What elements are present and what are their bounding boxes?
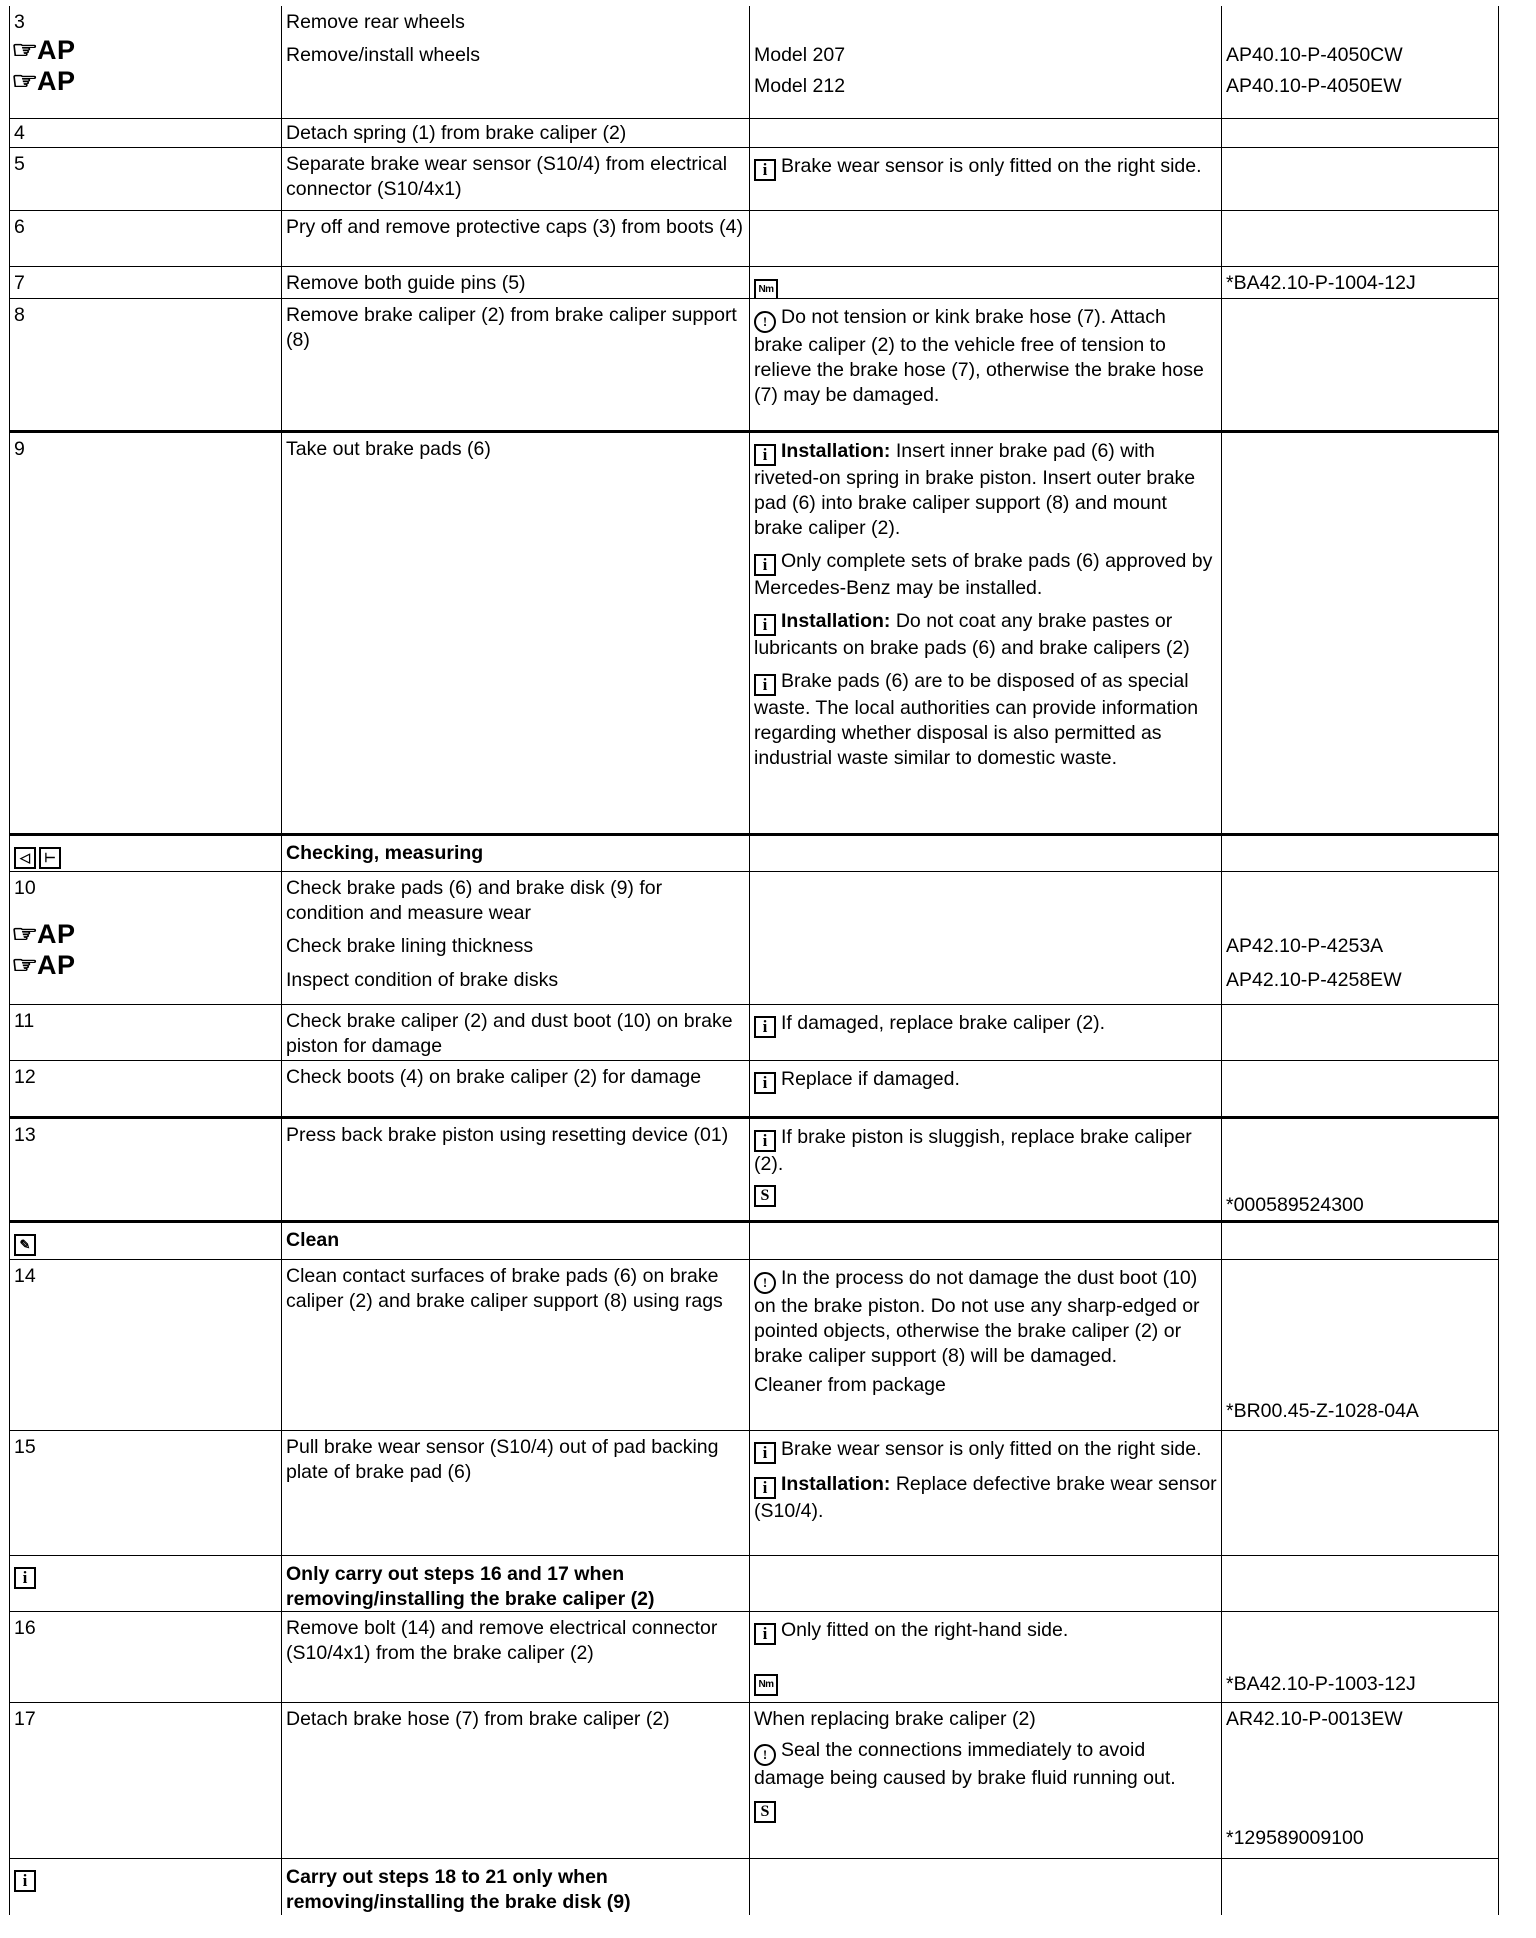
section-title: Clean: [282, 1223, 750, 1259]
note-item: [754, 1266, 1217, 1369]
reference-cell: [1222, 872, 1500, 1004]
reference-link[interactable]: AP40.10-P-4050CW: [1226, 44, 1403, 66]
step-number: 14: [10, 1260, 282, 1430]
reference-link[interactable]: *129589009100: [1226, 1827, 1364, 1849]
reference-cell: [1222, 1005, 1500, 1060]
info-icon: i: [754, 674, 776, 696]
warning-icon: !: [754, 1272, 776, 1294]
note-cell: [750, 1260, 1222, 1430]
table-row: [9, 119, 1499, 148]
measure-icon: ⊢: [39, 847, 61, 869]
note-cell: [750, 836, 1222, 871]
section-icon-cell: [10, 1859, 282, 1915]
info-icon: i: [754, 159, 776, 181]
table-row: [9, 1612, 1499, 1703]
reference-cell: [1222, 1061, 1500, 1116]
table-row: [9, 211, 1499, 267]
note-cell: [750, 1556, 1222, 1611]
ap-reference-icon: ☞ AP: [11, 919, 76, 949]
note-cell: [750, 433, 1222, 833]
note-text: Only complete sets of brake pads (6) approved by Mercedes-Benz may be installed.: [754, 550, 1213, 599]
reference-link[interactable]: AP42.10-P-4258EW: [1226, 969, 1402, 991]
info-icon: i: [754, 614, 776, 636]
step-number: 10: [14, 877, 36, 899]
note-cell: [750, 1859, 1222, 1915]
step-number: 4: [10, 119, 282, 147]
reference-cell: [1222, 1260, 1500, 1430]
procedure-table: [9, 6, 1499, 1915]
action-text: Check boots (4) on brake caliper (2) for damage: [282, 1061, 750, 1116]
table-row: [9, 433, 1499, 836]
table-row: [9, 299, 1499, 433]
section-header-row: [9, 1223, 1499, 1260]
note-item: [754, 1125, 1217, 1177]
section-title: Only carry out steps 16 and 17 when removing/installing the brake caliper (2): [282, 1556, 750, 1611]
torque-nm-icon: Nm: [754, 1674, 778, 1696]
step-number: 17: [10, 1703, 282, 1858]
action-text: Remove bolt (14) and remove electrical connector (S10/4x1) from the brake caliper (2): [282, 1612, 750, 1702]
ap-action-text: Inspect condition of brake disks: [286, 969, 559, 991]
note-text: Replace if damaged.: [781, 1068, 960, 1090]
note-item: [754, 439, 1217, 541]
reference-cell: [1222, 211, 1500, 266]
reference-cell: [1222, 433, 1500, 833]
step-number: 12: [10, 1061, 282, 1116]
action-text: Clean contact surfaces of brake pads (6) on brake caliper (2) and brake caliper support (8) using rags: [282, 1260, 750, 1430]
note-item: [754, 609, 1217, 661]
clean-icon: ✎: [14, 1234, 36, 1256]
table-row: [9, 267, 1499, 299]
section-icon-cell: [10, 1223, 282, 1259]
table-row: [9, 1119, 1499, 1223]
reference-cell: [1222, 1556, 1500, 1611]
note-cell: [750, 1223, 1222, 1259]
reference-link[interactable]: AP42.10-P-4253A: [1226, 935, 1384, 957]
note-cell: [750, 267, 1222, 298]
note-cell: [750, 211, 1222, 266]
note-label: Installation:: [781, 1473, 891, 1495]
info-icon: i: [754, 444, 776, 466]
ap-reference-icon: ☞ AP: [11, 950, 76, 980]
note-cell: [750, 119, 1222, 147]
note-label: Installation:: [781, 440, 891, 462]
note-text: Brake pads (6) are to be disposed of as special waste. The local authorities can provide information regarding whether disposal is also permitted as industrial waste similar to domestic waste.: [754, 670, 1199, 769]
action-cell: [282, 6, 750, 118]
table-row: [9, 6, 1499, 119]
section-title: Checking, measuring: [282, 836, 750, 871]
table-row: [9, 148, 1499, 211]
ap-action-text: Remove/install wheels: [286, 44, 481, 66]
table-row: [9, 1260, 1499, 1431]
step-number: 16: [10, 1612, 282, 1702]
note-text: Model 207: [754, 44, 846, 66]
reference-cell: [1222, 1859, 1500, 1915]
special-tool-icon: S: [754, 1185, 776, 1207]
note-item: [754, 1738, 1217, 1791]
reference-cell: [1222, 1431, 1500, 1555]
note-cell: [750, 1005, 1222, 1060]
info-icon: i: [754, 1130, 776, 1152]
note-text: Cleaner from package: [754, 1374, 946, 1396]
action-text: Pry off and remove protective caps (3) from boots (4): [282, 211, 750, 266]
action-text: Detach brake hose (7) from brake caliper (2): [282, 1703, 750, 1858]
step-number: 11: [10, 1005, 282, 1060]
reference-cell: [1222, 299, 1500, 430]
warning-icon: !: [754, 311, 776, 333]
reference-cell: [1222, 148, 1500, 210]
note-text: Brake wear sensor is only fitted on the right side.: [781, 155, 1202, 177]
info-icon: i: [754, 1477, 776, 1499]
action-cell: [282, 872, 750, 1004]
note-text: Model 212: [754, 75, 846, 97]
section-icon-cell: [10, 836, 282, 871]
action-text: Pull brake wear sensor (S10/4) out of pad backing plate of brake pad (6): [282, 1431, 750, 1555]
info-icon: i: [754, 1442, 776, 1464]
note-text: Brake wear sensor is only fitted on the right side.: [781, 1438, 1202, 1460]
note-item: [754, 1795, 1217, 1823]
ap-reference-icon: ☞ AP: [11, 66, 76, 96]
note-text: Replace defective brake wear sensor (S10/4).: [754, 1473, 1217, 1522]
reference-link[interactable]: *BR00.45-Z-1028-04A: [1226, 1400, 1419, 1422]
note-item: [754, 1179, 1217, 1207]
action-text: Separate brake wear sensor (S10/4) from electrical connector (S10/4x1): [282, 148, 750, 210]
ap-action-text: Check brake lining thickness: [286, 935, 534, 957]
note-cell: [750, 872, 1222, 1004]
step-number: 9: [10, 433, 282, 833]
note-cell: [750, 1431, 1222, 1555]
note-text: Seal the connections immediately to avoid damage being caused by brake fluid running out.: [754, 1739, 1176, 1789]
action-text: Press back brake piston using resetting device (01): [282, 1119, 750, 1220]
special-tool-icon: S: [754, 1801, 776, 1823]
reference-cell: [1222, 1223, 1500, 1259]
reference-link[interactable]: AP40.10-P-4050EW: [1226, 75, 1402, 97]
action-text: Remove both guide pins (5): [282, 267, 750, 298]
table-row: [9, 1703, 1499, 1859]
table-row: [9, 1005, 1499, 1061]
note-cell: [750, 1612, 1222, 1702]
reference-cell: [1222, 6, 1500, 118]
section-header-row: [9, 836, 1499, 872]
action-text: Check brake pads (6) and brake disk (9) for condition and measure wear: [286, 877, 663, 924]
ap-reference-icon: ☞ AP: [11, 35, 76, 65]
step-number: 6: [10, 211, 282, 266]
reference-cell: [1222, 119, 1500, 147]
reference-cell: [1222, 1612, 1500, 1702]
reference-cell: [1222, 1703, 1500, 1858]
info-icon: i: [14, 1870, 36, 1892]
note-cell: [750, 1061, 1222, 1116]
action-text: Remove brake caliper (2) from brake caliper support (8): [282, 299, 750, 430]
note-text: Do not tension or kink brake hose (7). Attach brake caliper (2) to the vehicle free of tension to relieve the brake hose (7), otherwise the brake hose (7) may be damaged.: [754, 306, 1204, 406]
reference-cell: [1222, 836, 1500, 871]
reference-link[interactable]: *000589524300: [1226, 1194, 1364, 1216]
step-number: 13: [10, 1119, 282, 1220]
action-text: Detach spring (1) from brake caliper (2): [282, 119, 750, 147]
reference-link[interactable]: AR42.10-P-0013EW: [1226, 1708, 1403, 1730]
note-text: When replacing brake caliper (2): [754, 1708, 1036, 1730]
table-row: [9, 872, 1499, 1005]
action-text: Check brake caliper (2) and dust boot (10) on brake piston for damage: [282, 1005, 750, 1060]
note-cell: [750, 6, 1222, 118]
note-cell: [750, 148, 1222, 210]
note-cell: [750, 1119, 1222, 1220]
note-text: If brake piston is sluggish, replace brake caliper (2).: [754, 1126, 1192, 1175]
section-header-row: [9, 1556, 1499, 1612]
section-title: Carry out steps 18 to 21 only when removing/installing the brake disk (9): [282, 1859, 750, 1915]
torque-nm-icon: Nm: [754, 279, 778, 298]
note-item: [754, 549, 1217, 601]
note-item: [754, 1437, 1217, 1464]
table-row: [9, 1431, 1499, 1556]
check-icon: ◁: [14, 847, 36, 869]
reference-cell: [1222, 1119, 1500, 1220]
note-item: [754, 1472, 1217, 1524]
info-icon: i: [754, 1016, 776, 1038]
table-row: [9, 1061, 1499, 1119]
note-item: [754, 1666, 1217, 1696]
step-cell: [10, 872, 282, 1004]
section-header-row: [9, 1859, 1499, 1915]
note-text: Do not coat any brake pastes or lubricants on brake pads (6) and brake calipers (2): [754, 610, 1190, 659]
step-number: 15: [10, 1431, 282, 1555]
step-cell: [10, 6, 282, 118]
reference-link[interactable]: *BA42.10-P-1003-12J: [1226, 1673, 1416, 1695]
info-icon: i: [754, 554, 776, 576]
reference-link[interactable]: *BA42.10-P-1004-12J: [1226, 272, 1416, 294]
step-number: 8: [10, 299, 282, 430]
info-icon: i: [754, 1072, 776, 1094]
warning-icon: !: [754, 1744, 776, 1766]
info-icon: i: [14, 1567, 36, 1589]
note-label: Installation:: [781, 610, 891, 632]
note-cell: [750, 299, 1222, 430]
step-number: 7: [10, 267, 282, 298]
note-item: [754, 669, 1217, 771]
note-item: [754, 1618, 1217, 1645]
action-text: Take out brake pads (6): [282, 433, 750, 833]
action-text: Remove rear wheels: [286, 11, 465, 33]
note-text: Insert inner brake pad (6) with riveted-on spring in brake piston. Insert outer brake pad (6) into brake caliper support (8) and mount brake caliper (2).: [754, 440, 1196, 539]
note-text: Only fitted on the right-hand side.: [781, 1619, 1069, 1641]
step-number: 5: [10, 148, 282, 210]
info-icon: i: [754, 1623, 776, 1645]
note-text: In the process do not damage the dust boot (10) on the brake piston. Do not use any sharp-edged or pointed objects, otherwise the brake caliper (2) or brake caliper support (8) will be damaged.: [754, 1267, 1200, 1367]
note-text: If damaged, replace brake caliper (2).: [781, 1012, 1106, 1034]
step-number: 3: [14, 11, 25, 33]
note-cell: [750, 1703, 1222, 1858]
section-icon-cell: [10, 1556, 282, 1611]
